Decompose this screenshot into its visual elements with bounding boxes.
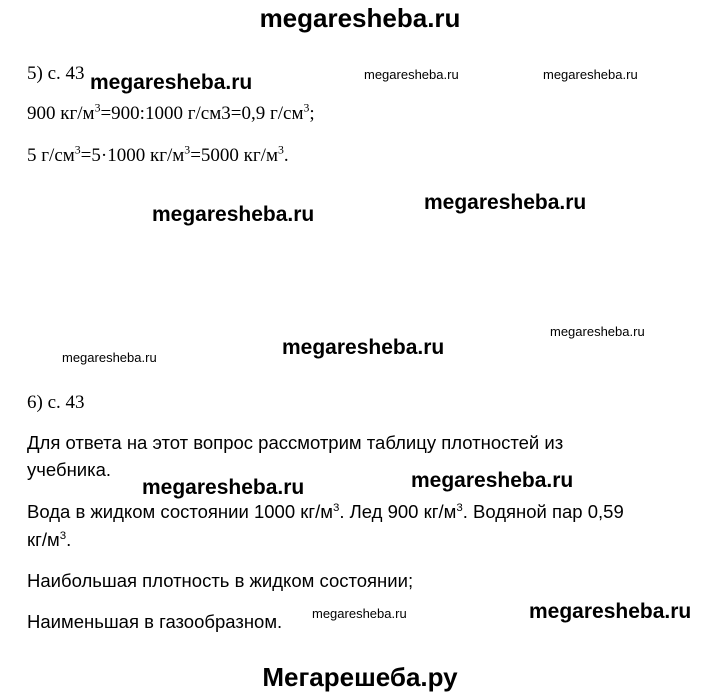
task6-para4: Наименьшая в газообразном.	[27, 611, 283, 632]
task6-para2-line1: Вода в жидком состоянии 1000 $кг/м^3$. Лед 900 $кг/м^3$. Водяной пар 0,59	[27, 501, 624, 522]
task6-para1-line2: учебника.	[27, 459, 112, 480]
watermark: megaresheba.ru	[364, 67, 459, 82]
watermark: megaresheba.ru	[529, 600, 692, 623]
task6-para1-line1: Для ответа на этот вопрос рассмотрим таблицу плотностей из	[27, 432, 564, 453]
task5-line2: 5 $г/см^3=5\cdot 1000$ $кг/м^3=5000$ $кг/м^3$.	[27, 143, 289, 166]
task6-heading: 6) с. 43	[27, 392, 85, 413]
site-header: megaresheba.ru	[259, 3, 461, 33]
watermark: megaresheba.ru	[62, 350, 157, 365]
watermark: megaresheba.ru	[424, 191, 587, 214]
watermark: megaresheba.ru	[152, 203, 315, 226]
site-footer: Мегарешеба.ру	[262, 662, 458, 692]
watermark: megaresheba.ru	[312, 606, 407, 621]
watermark: megaresheba.ru	[411, 469, 574, 492]
watermark: megaresheba.ru	[142, 476, 305, 499]
task5-heading: 5) с. 43	[27, 63, 85, 84]
watermark: megaresheba.ru	[282, 336, 445, 359]
watermark: megaresheba.ru	[90, 71, 253, 94]
task6-para3: Наибольшая плотность в жидком состоянии;	[27, 570, 414, 591]
watermark: megaresheba.ru	[543, 67, 638, 82]
task6-para2-line2: $кг/м^3$.	[27, 529, 72, 550]
watermark: megaresheba.ru	[550, 324, 645, 339]
task5-line1: 900 $кг/м^3=900:1000$ г/см3=0,9 $г/см^3$;	[27, 101, 315, 124]
